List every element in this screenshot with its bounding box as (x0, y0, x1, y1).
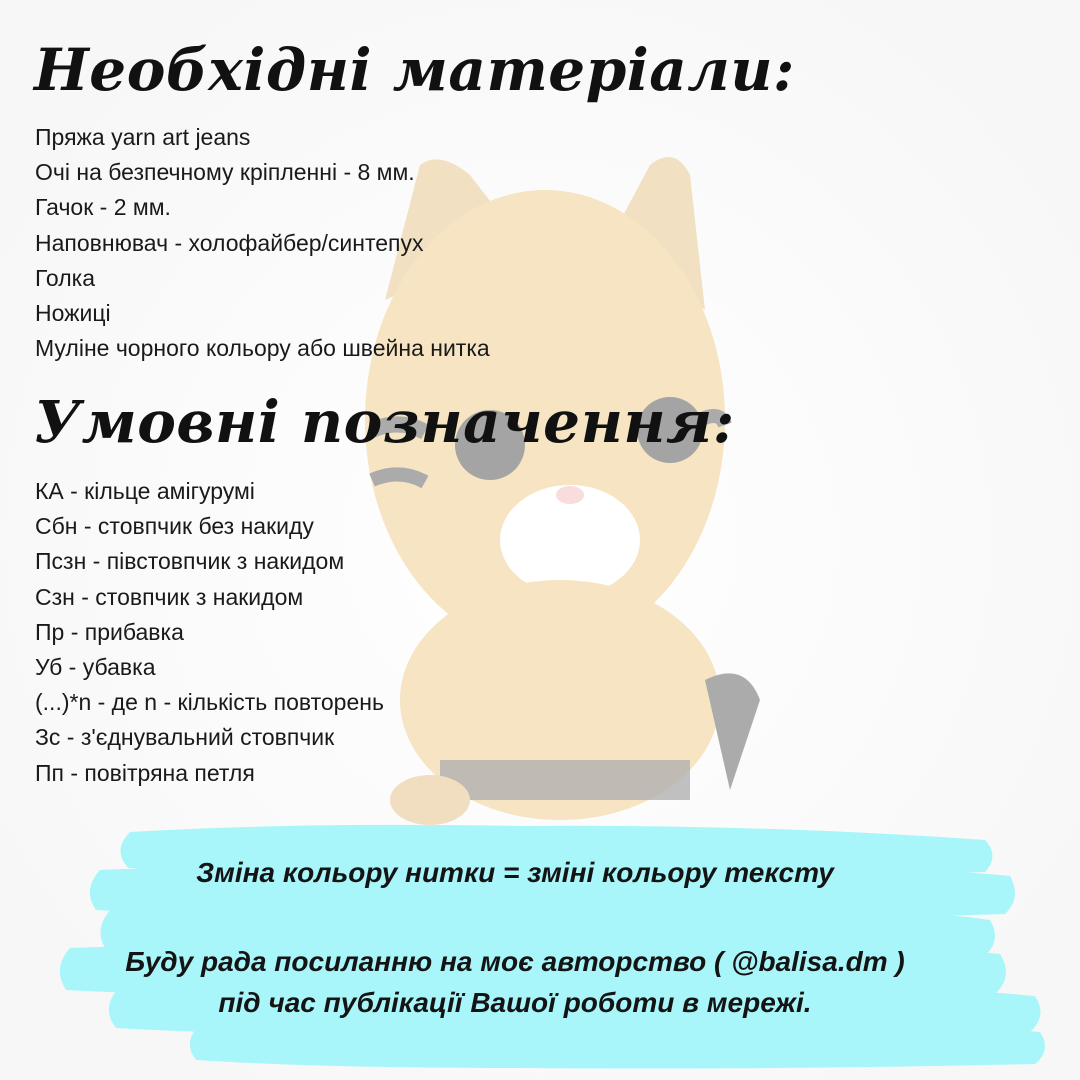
materials-item: Наповнювач - холофайбер/синтепух (35, 229, 424, 256)
materials-item: Пряжа yarn art jeans (35, 124, 251, 150)
materials-list (35, 120, 490, 366)
legend-item: Псзн - півстовпчик з накидом (35, 548, 345, 575)
legend-item: (...)*n - де n - кількість повторень (35, 689, 384, 716)
legend-item: КА - кільце амігурумі (35, 478, 255, 504)
legend-item: Пр - прибавка (35, 618, 184, 645)
legend-item: Сбн - стовпчик без накиду (35, 513, 314, 540)
legend-item: Пп - повітряна петля (35, 759, 255, 786)
color-change-note: Зміна кольору нитки = зміні кольору тексту (196, 857, 834, 888)
legend-item: Уб - убавка (35, 654, 156, 681)
credit-note-line1: Буду рада посиланню на моє авторство ( @balisa.dm ) (125, 946, 905, 977)
legend-item: Зс - з'єднувальний стовпчик (35, 724, 335, 751)
credit-note-line2: під час публікації Вашої роботи в мережі. (218, 987, 812, 1018)
materials-item: Голка (35, 264, 95, 291)
legend-heading: Умовні позначення: (34, 388, 735, 456)
materials-item: Муліне чорного кольору або швейна нитка (35, 335, 490, 362)
materials-heading: Необхідні матеріали: (34, 36, 795, 104)
materials-item: Ножиці (35, 300, 111, 327)
legend-item: Сзн - стовпчик з накидом (35, 583, 304, 610)
materials-item: Гачок - 2 мм. (35, 194, 171, 221)
legend-list (35, 474, 384, 791)
materials-item: Очі на безпечному кріпленні - 8 мм. (35, 159, 415, 186)
highlight-banner (0, 810, 1080, 1080)
